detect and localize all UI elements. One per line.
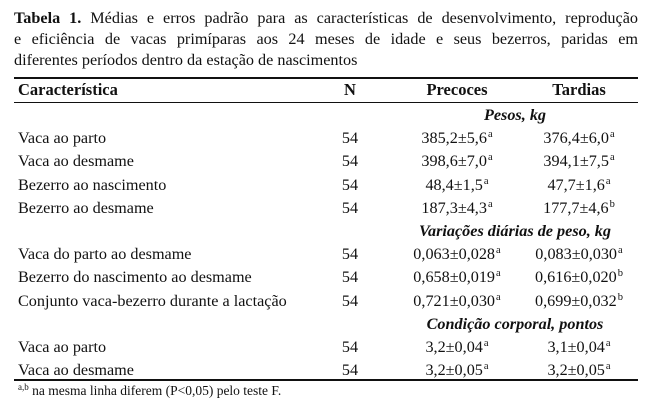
tardias-value: 47,7±1,6 bbox=[547, 175, 605, 194]
tardias-sup: a bbox=[605, 338, 611, 349]
row-label: Bezerro ao desmame bbox=[18, 198, 154, 217]
tardias-value: 0,616±0,020 bbox=[535, 268, 617, 287]
section-title: Pesos, kg bbox=[483, 106, 547, 124]
row-tardias bbox=[520, 174, 638, 199]
precoces-sup: a bbox=[496, 291, 501, 303]
table-row bbox=[0, 174, 650, 196]
precoces-value: 385,2±5,6 bbox=[421, 129, 487, 148]
precoces-sup: a bbox=[496, 245, 501, 257]
row-label: Vaca ao parto bbox=[18, 338, 107, 356]
tardias-sup: b bbox=[609, 198, 615, 210]
row-label: Bezerro do nascimento ao desmame bbox=[18, 268, 252, 287]
row-tardias bbox=[520, 150, 638, 175]
row-precoces bbox=[392, 127, 522, 152]
tardias-sup: a bbox=[609, 129, 615, 141]
section-title: Condição corporal, pontos bbox=[426, 314, 604, 333]
header-rule bbox=[14, 102, 638, 103]
row-tardias bbox=[520, 127, 638, 152]
precoces-value: 187,3±4,3 bbox=[421, 198, 487, 217]
tardias-sup: a bbox=[605, 175, 611, 187]
row-n: 54 bbox=[341, 361, 359, 380]
caption-line-1 bbox=[14, 8, 638, 29]
tardias-value: 177,7±4,6 bbox=[543, 198, 609, 217]
tardias-value: 0,083±0,030 bbox=[535, 245, 618, 264]
row-label: Vaca ao desmame bbox=[18, 152, 134, 171]
top-rule bbox=[14, 77, 638, 79]
row-n: 54 bbox=[341, 152, 359, 171]
header-tardias: Tardias bbox=[552, 80, 606, 99]
caption-text-1: Médias e erros padrão para as características de desenvolvimento, reprodução bbox=[81, 9, 638, 27]
row-tardias bbox=[520, 197, 638, 222]
tardias-value: 376,4±6,0 bbox=[543, 129, 609, 148]
precoces-value: 0,063±0,028 bbox=[413, 245, 496, 264]
precoces-sup: a bbox=[483, 361, 489, 373]
tardias-sup: a bbox=[609, 152, 615, 164]
header-precoces: Precoces bbox=[426, 80, 488, 99]
table-row bbox=[0, 243, 650, 265]
footnote-sup: a,b bbox=[18, 382, 29, 392]
caption-line-2: e eficiência de vacas primíparas aos 24 meses de idade e seus bezerros, paridas em bbox=[14, 30, 638, 48]
table-row bbox=[0, 266, 650, 288]
tardias-sup: a bbox=[605, 361, 611, 373]
row-n: 54 bbox=[341, 338, 359, 356]
precoces-sup: a bbox=[483, 175, 489, 187]
row-precoces bbox=[392, 174, 522, 199]
tardias-value: 394,1±7,5 bbox=[543, 152, 609, 171]
row-n: 54 bbox=[341, 291, 359, 310]
table-row bbox=[0, 290, 650, 312]
table-caption bbox=[14, 8, 638, 71]
row-label: Vaca ao parto bbox=[18, 129, 107, 148]
table-row bbox=[0, 127, 650, 149]
row-precoces bbox=[392, 266, 522, 291]
precoces-value: 3,2±0,05 bbox=[425, 361, 483, 380]
row-tardias bbox=[520, 290, 638, 315]
precoces-value: 3,2±0,04 bbox=[425, 338, 483, 356]
table-row bbox=[0, 336, 650, 358]
precoces-sup: a bbox=[487, 198, 493, 210]
precoces-value: 48,4±1,5 bbox=[425, 175, 483, 194]
row-n: 54 bbox=[341, 175, 359, 194]
footnote-text: na mesma linha diferem (P<0,05) pelo teste F. bbox=[28, 383, 282, 398]
row-n: 54 bbox=[341, 268, 359, 287]
row-label: Vaca do parto ao desmame bbox=[18, 245, 192, 264]
tardias-sup: b bbox=[617, 291, 623, 303]
row-n: 54 bbox=[341, 198, 359, 217]
row-tardias bbox=[520, 266, 638, 291]
row-tardias bbox=[520, 336, 638, 361]
row-n: 54 bbox=[341, 245, 359, 264]
row-n: 54 bbox=[341, 129, 359, 148]
table-row bbox=[0, 197, 650, 219]
row-precoces bbox=[392, 197, 522, 222]
row-label: Conjunto vaca-bezerro durante a lactação bbox=[18, 291, 287, 310]
row-label: Vaca ao desmame bbox=[18, 361, 134, 380]
precoces-sup: a bbox=[487, 152, 493, 164]
row-tardias bbox=[520, 243, 638, 268]
table-row bbox=[0, 150, 650, 172]
precoces-value: 398,6±7,0 bbox=[421, 152, 487, 171]
precoces-sup: a bbox=[496, 268, 501, 280]
precoces-value: 0,721±0,030 bbox=[413, 291, 496, 310]
row-precoces bbox=[392, 290, 522, 315]
section-title: Variações diárias de peso, kg bbox=[419, 222, 611, 240]
precoces-sup: a bbox=[487, 129, 493, 141]
row-precoces bbox=[392, 336, 522, 361]
tardias-sup: a bbox=[618, 245, 623, 257]
caption-line-3: diferentes períodos dentro da estação de nascimentos bbox=[14, 51, 358, 69]
header-caracteristica: Característica bbox=[18, 80, 118, 99]
row-label: Bezerro ao nascimento bbox=[18, 175, 167, 194]
tardias-value: 0,699±0,032 bbox=[535, 291, 617, 310]
header-n: N bbox=[344, 80, 356, 99]
tardias-value: 3,1±0,04 bbox=[547, 338, 605, 356]
precoces-value: 0,658±0,019 bbox=[413, 268, 496, 287]
caption-label: Tabela 1. bbox=[14, 9, 82, 27]
table-row bbox=[0, 359, 650, 381]
bottom-rule bbox=[14, 379, 638, 381]
tardias-sup: b bbox=[617, 268, 623, 280]
footnote bbox=[18, 382, 281, 401]
precoces-sup: a bbox=[483, 338, 489, 349]
row-precoces bbox=[392, 243, 522, 268]
tardias-value: 3,2±0,05 bbox=[547, 361, 605, 380]
row-precoces bbox=[392, 150, 522, 175]
